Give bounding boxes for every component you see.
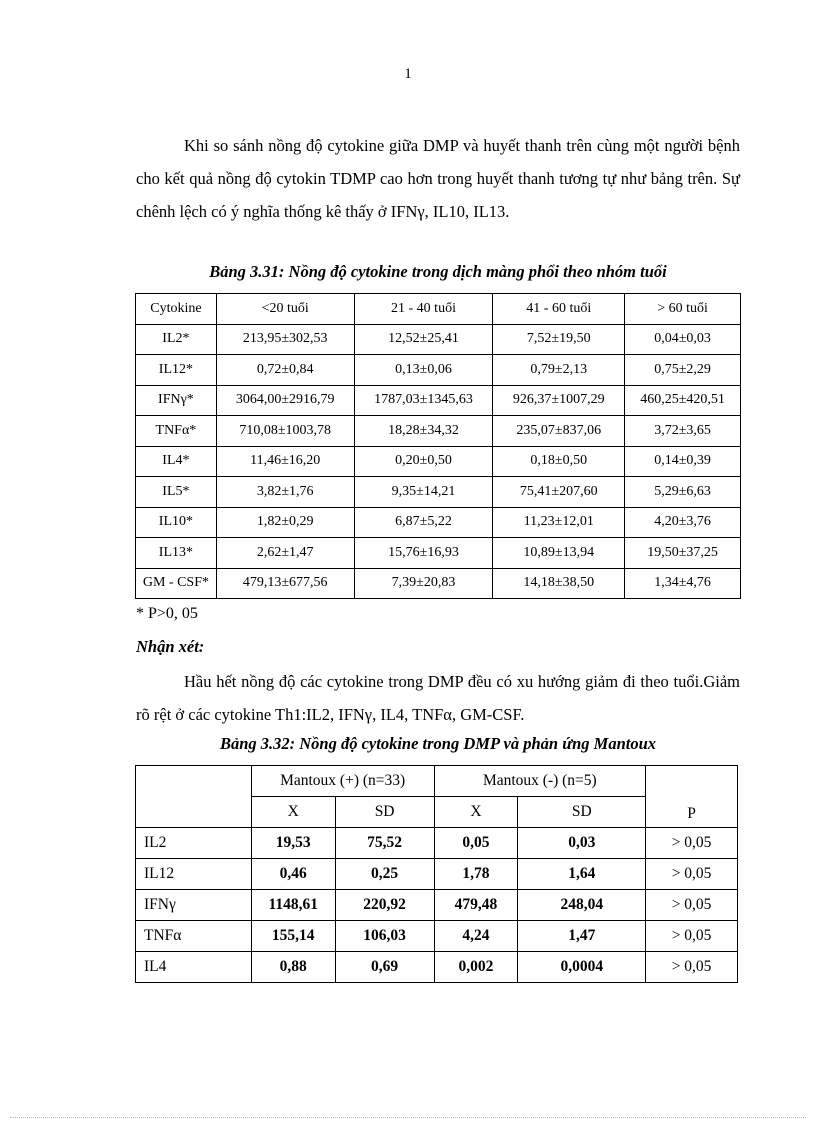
table-cell: 0,75±2,29 (625, 355, 741, 386)
cytokine-mantoux-table (135, 765, 738, 983)
table-cell: 0,46 (251, 859, 335, 890)
table-cell: > 0,05 (646, 859, 738, 890)
table-cell: 213,95±302,53 (216, 324, 354, 355)
page-number: 1 (404, 66, 412, 82)
table1-caption: Bảng 3.31: Nồng độ cytokine trong dịch màng phổi theo nhóm tuổi (209, 262, 667, 281)
table-cell: 1,64 (518, 859, 646, 890)
table-cell: IFNγ (136, 890, 252, 921)
table-cell: 0,002 (434, 952, 518, 983)
header-cell: Cytokine (136, 294, 217, 325)
table-cell: 15,76±16,93 (354, 538, 493, 569)
table-cell: 155,14 (251, 921, 335, 952)
table-cell: 7,39±20,83 (354, 568, 493, 599)
table-cell: 1,34±4,76 (625, 568, 741, 599)
table-cell: IL4* (136, 446, 217, 477)
table-row (136, 828, 738, 859)
table-cell: 3,82±1,76 (216, 477, 354, 508)
table-cell: 926,37±1007,29 (493, 385, 625, 416)
table-cell: 19,53 (251, 828, 335, 859)
header-mantoux-negative: Mantoux (-) (n=5) (434, 766, 646, 797)
table-row (136, 355, 741, 386)
table-cell: 3,72±3,65 (625, 416, 741, 447)
table-cell: > 0,05 (646, 890, 738, 921)
table-row (136, 890, 738, 921)
paragraph-text: Hầu hết nồng độ các cytokine trong DMP đều có xu hướng giảm đi theo tuổi.Giảm rõ rệt ở các cytokine Th1:IL2, IFNγ, IL4, TNFα, GM-CSF. (136, 672, 740, 724)
table-row (136, 568, 741, 599)
table-cell: IL2 (136, 828, 252, 859)
paragraph-text: Khi so sánh nồng độ cytokine giữa DMP và huyết thanh trên cùng một người bệnh cho kết quả nồng độ cytokin TDMP cao hơn trong huyết thanh tương tự như bảng trên. Sự chênh lệch có ý nghĩa thống kê thấy ở IFNγ, IL10, IL13. (136, 136, 740, 221)
table1-footnote: * P>0, 05 (136, 605, 198, 622)
table-cell: 75,52 (335, 828, 434, 859)
table-cell: 2,62±1,47 (216, 538, 354, 569)
table-cell: 12,52±25,41 (354, 324, 493, 355)
paragraph-cytokine-comparison (136, 129, 740, 228)
table-cell: 0,88 (251, 952, 335, 983)
table-cell: 106,03 (335, 921, 434, 952)
table-cell: 11,23±12,01 (493, 507, 625, 538)
table-cell: 6,87±5,22 (354, 507, 493, 538)
header-x: X (251, 797, 335, 828)
table-cell: 1,78 (434, 859, 518, 890)
table-cell: 1787,03±1345,63 (354, 385, 493, 416)
table-cell: IL2* (136, 324, 217, 355)
table-row (136, 324, 741, 355)
table-cell: 9,35±14,21 (354, 477, 493, 508)
table-cell: 3064,00±2916,79 (216, 385, 354, 416)
table-cell: 0,13±0,06 (354, 355, 493, 386)
table-cell: 4,24 (434, 921, 518, 952)
header-cell: > 60 tuổi (625, 294, 741, 325)
table-cell: 220,92 (335, 890, 434, 921)
header-cell: 21 - 40 tuổi (354, 294, 493, 325)
header-x: X (434, 797, 518, 828)
table-cell: 7,52±19,50 (493, 324, 625, 355)
header-sd: SD (335, 797, 434, 828)
table-cell: TNFα* (136, 416, 217, 447)
table-row (136, 859, 738, 890)
table-cell: IL4 (136, 952, 252, 983)
header-cell-empty (136, 766, 252, 828)
table-row (136, 385, 741, 416)
table-cell: GM - CSF* (136, 568, 217, 599)
table-cell: 235,07±837,06 (493, 416, 625, 447)
table-cell: IL10* (136, 507, 217, 538)
table-cell: 479,13±677,56 (216, 568, 354, 599)
table-cell: IL5* (136, 477, 217, 508)
table-cell: > 0,05 (646, 828, 738, 859)
table-row (136, 952, 738, 983)
table-cell: 0,20±0,50 (354, 446, 493, 477)
table-cell: 479,48 (434, 890, 518, 921)
table-cell: 75,41±207,60 (493, 477, 625, 508)
table-cell: 0,72±0,84 (216, 355, 354, 386)
table-cell: 0,05 (434, 828, 518, 859)
table-cell: 460,25±420,51 (625, 385, 741, 416)
table-cell: IL12* (136, 355, 217, 386)
table-row (136, 921, 738, 952)
table-row (136, 538, 741, 569)
table-cell: 0,18±0,50 (493, 446, 625, 477)
table-cell: 18,28±34,32 (354, 416, 493, 447)
table-cell: 0,03 (518, 828, 646, 859)
table-cell: 4,20±3,76 (625, 507, 741, 538)
table-cell: 14,18±38,50 (493, 568, 625, 599)
table-cell: 710,08±1003,78 (216, 416, 354, 447)
table-cell: 0,14±0,39 (625, 446, 741, 477)
table-header-row (136, 294, 741, 325)
table-cell: 0,04±0,03 (625, 324, 741, 355)
table-cell: 0,69 (335, 952, 434, 983)
table-row (136, 416, 741, 447)
table-cell: 0,0004 (518, 952, 646, 983)
table-cell: 11,46±16,20 (216, 446, 354, 477)
table-cell: 5,29±6,63 (625, 477, 741, 508)
table-cell: 1,47 (518, 921, 646, 952)
table-cell: 0,25 (335, 859, 434, 890)
header-cell: <20 tuổi (216, 294, 354, 325)
page-footer-divider (10, 1117, 806, 1118)
table-cell: 1,82±0,29 (216, 507, 354, 538)
table-cell: IFNγ* (136, 385, 217, 416)
table-cell: > 0,05 (646, 952, 738, 983)
remark-heading: Nhận xét: (136, 637, 205, 656)
paragraph-remark (136, 665, 740, 731)
table-cell: IL12 (136, 859, 252, 890)
cytokine-by-age-table (135, 293, 741, 599)
header-mantoux-positive: Mantoux (+) (n=33) (251, 766, 434, 797)
table-cell: TNFα (136, 921, 252, 952)
table-cell: 0,79±2,13 (493, 355, 625, 386)
table-cell: 1148,61 (251, 890, 335, 921)
table-cell: 10,89±13,94 (493, 538, 625, 569)
table-row (136, 507, 741, 538)
table-cell: 248,04 (518, 890, 646, 921)
table-cell: > 0,05 (646, 921, 738, 952)
header-p: P (646, 766, 738, 828)
table-row (136, 446, 741, 477)
table-cell: 19,50±37,25 (625, 538, 741, 569)
header-cell: 41 - 60 tuổi (493, 294, 625, 325)
table-row (136, 477, 741, 508)
table-cell: IL13* (136, 538, 217, 569)
header-sd: SD (518, 797, 646, 828)
table2-caption: Bảng 3.32: Nồng độ cytokine trong DMP và phản ứng Mantoux (219, 734, 657, 753)
table-header-row (136, 766, 738, 797)
